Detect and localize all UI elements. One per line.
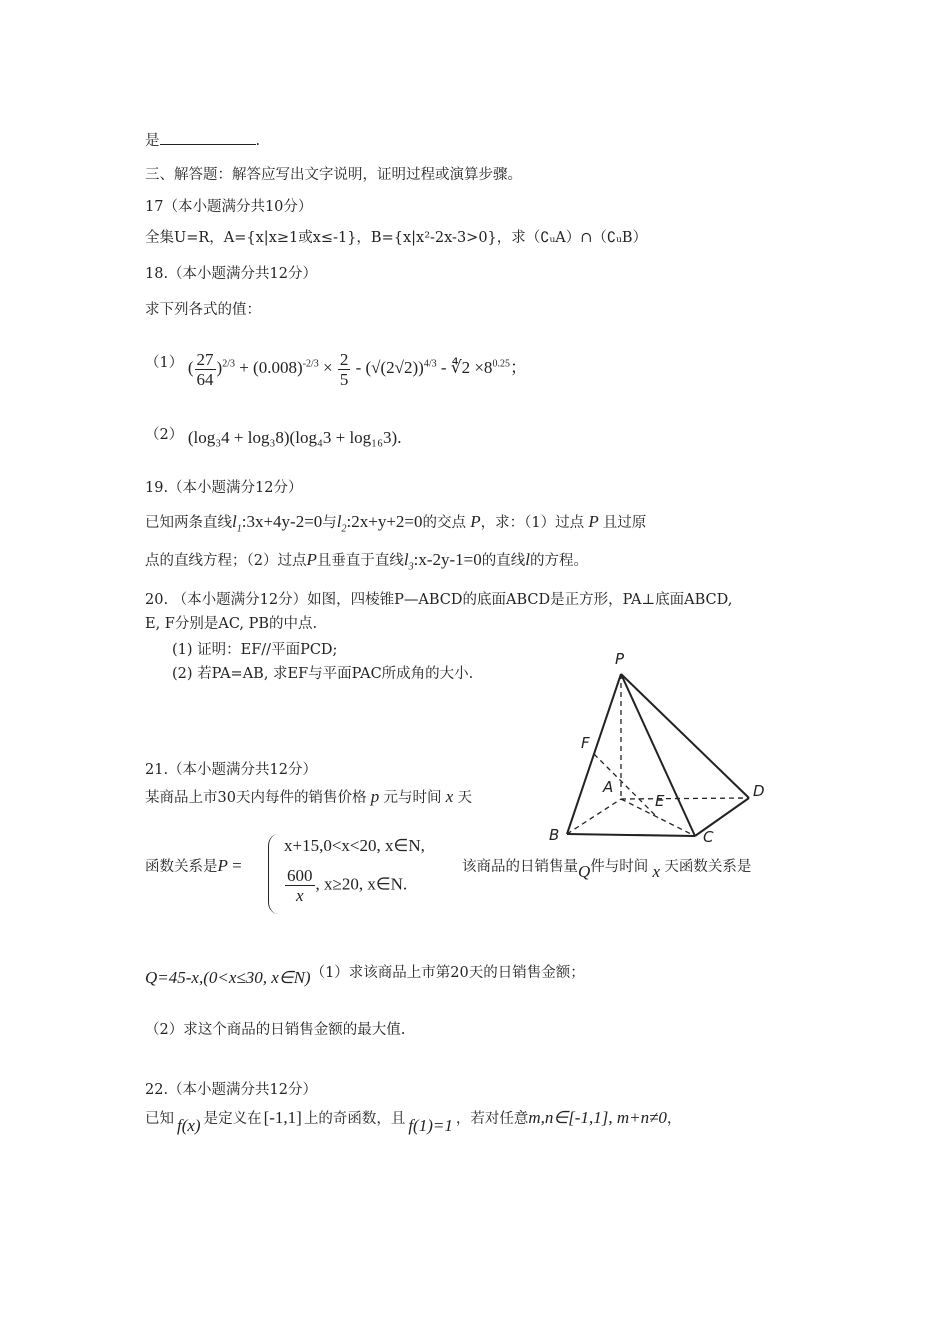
q21-text-c: 天 [457,790,472,806]
piecewise-case1: x+15,0<x<20, x∈N, [284,836,425,855]
interval: [-1,1] [263,1108,302,1127]
label-p: P [615,650,625,668]
var-p-upper: P [217,856,228,875]
q22-text-b: 是定义在 [203,1111,262,1127]
q18-part2-expr: (log₃4 + log₃8)(log₄3 + log₁₆3). [187,428,402,447]
q21-func-d: 天函数关系是 [664,859,752,875]
var-q: Q [578,862,591,881]
q22-text-e: ， [666,1111,682,1127]
var-x: x [441,787,458,806]
q20-part1: (1) 证明：EF//平面PCD; [172,642,338,658]
q19-text-e: 且过原 [602,515,647,531]
q16-prefix: 是 [145,133,160,149]
q19-text-c: 的交点 [422,515,467,531]
q20-line1: 20. （本小题满分12分）如图，四棱锥P—ABCD的底面ABCD是正方形，PA⊥底面ABCD, [145,592,733,608]
label-d: D [753,782,765,800]
q22-text-d: ，若对任意 [455,1111,529,1127]
q22-header: 22.（本小题满分共12分） [145,1082,318,1098]
m-n-condition: m,n∈[-1,1], m+n≠0 [528,1108,667,1127]
q18-part2-label: （2） [145,427,184,443]
point-p: P [466,512,481,531]
q17-header: 17（本小题满分共10分） [145,199,313,215]
q22-body [145,1108,682,1135]
edge-pd [621,674,749,798]
edge-ad [621,798,749,799]
edge-pc [621,674,695,836]
f-of-1: f(1)=1 [408,1116,453,1135]
q21-header: 21.（本小题满分共12分） [145,762,318,778]
q19-header: 19.（本小题满分12分） [145,480,303,496]
q19-line2 [145,550,588,571]
q21-text-b: 元与时间 [383,790,442,806]
q18-part2 [145,428,401,449]
l3-symbol: $l_3$ [403,550,414,573]
q-expression: Q=45-x,(0<x≤30, x∈N) [145,968,311,987]
q22-text-a: 已知 [145,1111,174,1127]
q19-text-b: 与 [322,515,337,531]
q21-func-c: 件与时间 [590,859,649,875]
label-e: E [655,792,665,810]
q19-text-d: ，求：（1）过点 [480,515,585,531]
edge-bc [567,834,695,836]
line-l: l [525,550,530,569]
point-p: P [306,550,317,569]
q18-part1-label: （1） [145,355,184,372]
var-x: x [648,862,665,881]
q17-body: 全集U=R，A={x|x≥1或x≤-1}，B={x|x²-2x-3>0}，求（∁ᵤA）∩（∁ᵤB） [145,230,648,246]
q18-part1 [145,350,527,389]
frac-den: x [295,886,304,905]
piecewise-brace [268,834,279,914]
q19-text-h: 的直线 [481,553,526,569]
q18-part1-expr: ( $\frac{27}{64}$ )$^{2/3} + (0.008)^{-2/3}$ × $\frac{2}{5}$ - $(√(2√2))^{4/3}$ - ∜2 $\times 8^{0.25}$； [187,350,527,389]
piecewise-case2 [284,866,407,905]
label-a: A [603,778,614,796]
q18-header: 18.（本小题满分共12分） [145,266,318,282]
l2-equation: :2x+y+2=0 [346,512,423,531]
answer-blank [160,130,256,145]
q21-line1 [145,787,472,808]
q19-line1 [145,512,646,533]
label-c: C [703,828,714,842]
q21-func-label [145,856,242,877]
section-3-heading: 三、解答题：解答应写出文字说明，证明过程或演算步骤。 [145,167,522,183]
q21-func-b: 该商品的日销售量 [462,859,578,875]
l3-equation: :x-2y-1=0 [413,550,482,569]
q21-line3 [145,962,585,987]
q21-func-rest [462,856,752,881]
var-p: p [366,787,384,806]
q19-text-f: 点的直线方程；（2）过点 [145,553,307,569]
pyramid-figure [543,642,783,842]
q20-line2: E, F分别是AC, PB的中点. [145,616,318,632]
q19-text-i: 的方程。 [529,553,588,569]
fraction-600-x [285,866,315,905]
label-b: B [549,826,560,842]
case2-tail: , x≥20, x∈N. [315,874,408,894]
q21-part1: （1）求该商品上市第20天的日销售金额； [310,965,585,981]
q19-text-g: 且垂直于直线 [316,553,404,569]
point-p: P [584,512,603,531]
q20-part2: (2) 若PA=AB, 求EF与平面PAC所成角的大小. [172,666,474,682]
f-of-x: f(x) [177,1116,201,1135]
l2-symbol: $l_2$ [336,512,347,535]
equals-sign: = [227,856,242,875]
q21-text-a: 某商品上市30天内每件的销售价格 [145,790,367,806]
q16-suffix: . [255,133,261,149]
frac-num: 600 [287,866,313,885]
l1-symbol: $l_1$ [232,512,242,535]
q18-intro: 求下列各式的值： [145,302,261,318]
q21-func-a: 函数关系是 [145,859,218,875]
q22-text-c: 上的奇函数，且 [303,1111,406,1127]
label-f: F [581,734,590,752]
l1-equation: :3x+4y-2=0 [241,512,323,531]
q21-part2: （2）求这个商品的日销售金额的最大值. [145,1022,406,1038]
q16-tail [145,130,260,151]
q19-text-a: 已知两条直线 [145,515,232,531]
edge-ab [567,799,621,834]
